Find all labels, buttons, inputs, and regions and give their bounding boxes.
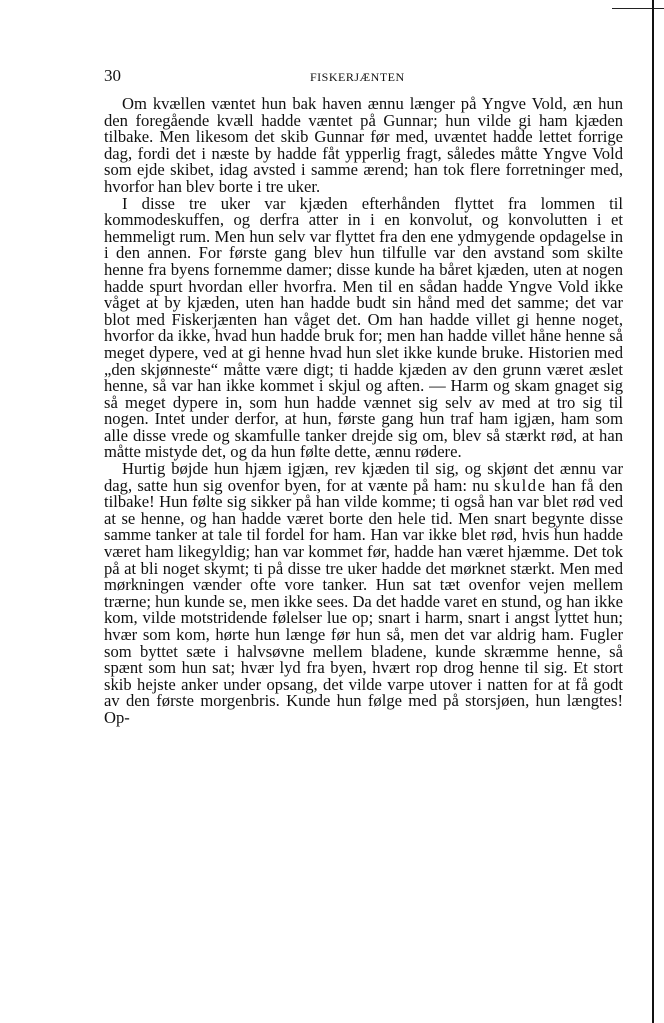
paragraph-3-start: Hurtig bøjde hun hjæm igjæn, rev kjæden til sig, og skjønt det ænnu var dag, satte hun sig ovenfor byen, for at vænte på ham: nu [104,459,623,495]
page-header [104,66,624,86]
paragraph-2: I disse tre uker var kjæden efterhånden flyttet fra lommen til kommodeskuffen, og derfra atter in i en konvolut, og konvolutten i et hemmeligt rum. Men hun selv var flyttet fra den ene ydmygende opdagelse in i den annen. For første gang blev hun tilfulle var den avstand som skilte henne fra byens fornemme damer; disse kunde ha båret kjæden, uten at nogen hadde spurt hvordan eller hvorfra. Men til en sådan hadde Yngve Vold ikke våget at by kjæden, uten han hadde budt sin hånd med det samme; det var blot med Fiskerjænten han våget det. Om han hadde villet gi henne noget, hvorfor da ikke, hvad hun hadde bruk for; men han hadde villet håne henne så meget dypere, ved at gi henne hvad hun slet ikke kunde bruke. Historien med „den skjønneste“ måtte være digt; ti hadde kjæden av den grunn været æslet henne, så var han ikke kommet i skjul og aften. — Harm og skam gnaget sig så meget dypere in, som hun hadde vænnet sig selv av med at tro sig til nogen. Intet under derfor, at hun, første gang hun traf ham igjæn, ham som alle disse vrede og skamfulle tanker drejde sig om, blev så stærkt rød, at han måtte mistyde det, og da hun følte dette, ænnu rødere. [104,193,623,462]
emphasized-word: skulde [494,475,547,495]
scan-edge-line [612,8,664,9]
page-number: 30 [104,66,121,85]
body-text [104,96,623,727]
running-title: FISKERJÆNTEN [310,70,405,84]
paragraph-3 [104,461,623,727]
scan-edge-border [652,0,654,1023]
paragraph-1: Om kvællen væntet hun bak haven ænnu længer på Yngve Vold, æn hun den foregående kvæll hadde væntet på Gunnar; hun vilde gi ham kjæden tilbake. Men likesom det skib Gunnar før med, uvæntet hadde lettet forrige dag, fordi det i næste by hadde fåt ypperlig fragt, således måtte Yngve Vold som ejde skibet, idag avsted i samme ærend; han tok flere forretninger med, hvorfor han blev borte i tre uker. [104,94,623,196]
paragraph-3-end: han få den tilbake! Hun følte sig sikker på han vilde komme; ti også han var blet rød ved at se henne, og han hadde været borte den hele tid. Men snart begynte disse samme tanker at tale til fordel for ham. Han var ikke blet rød, hvis hun hadde været ham likegyldig; han var kommet før, hadde han været hjæmme. Det tok på at bli noget skymt; ti på disse tre uker hadde det mørknet stærkt. Men med mørkningen vænder ofte vore tanker. Hun sat tæt ovenfor vejen mellem trærne; hun kunde se, men ikke sees. Da det hadde varet en stund, og han ikke kom, vilde motstridende følelser lue op; snart i harm, snart i angst lyttet hun; hvær som kom, hørte hun længe før hun så, men det var aldrig ham. Fugler som byttet sæte i halvsøvne mellem bladene, kunde skræmme henne, så spænt som hun sat; hvær lyd fra byen, hvært rop drog henne til sig. Et stort skib hejste anker under opsang, det vilde varpe utover i natten for at få godt av den første morgenbris. Kunde hun følge med på storsjøen, hun længtes! Op- [104,475,623,727]
